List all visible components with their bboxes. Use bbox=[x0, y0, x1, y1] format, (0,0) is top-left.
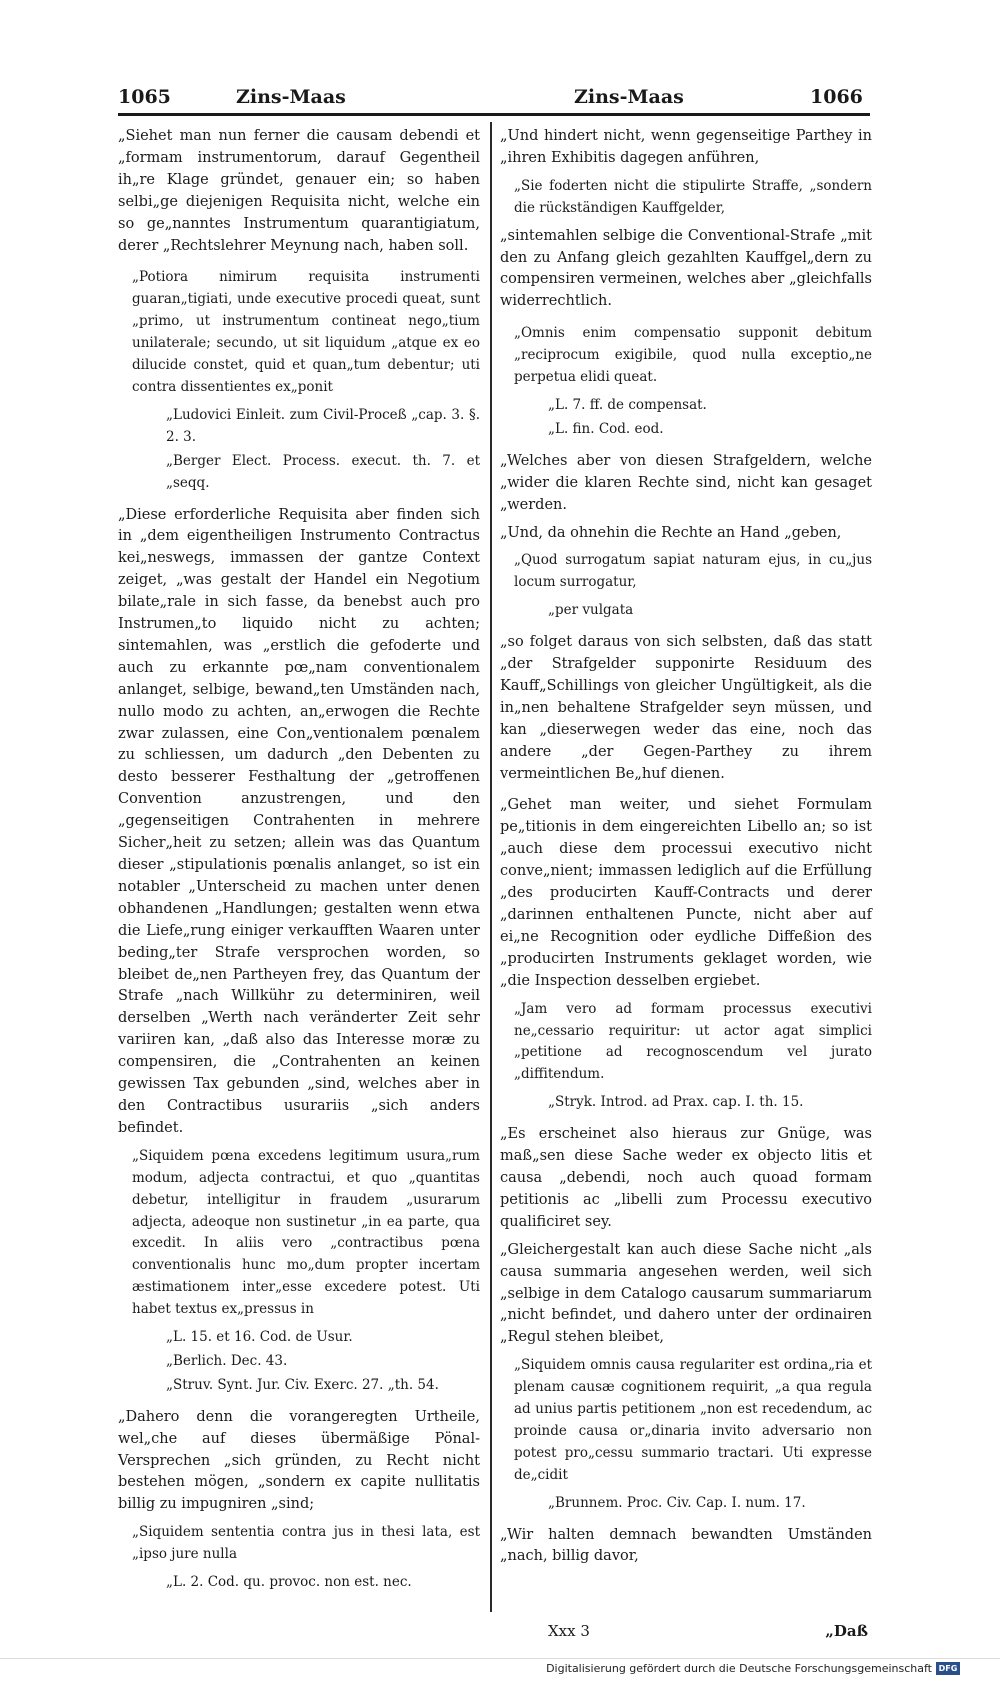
running-title-right: Zins-Maas bbox=[574, 86, 684, 108]
catchword: „Daß bbox=[825, 1622, 868, 1640]
latin-quote: „Siquidem omnis causa regulariter est ordina„ria et plenam causæ cognitionem requirit, „a qua regula ad unius partis petitionem „non est recedendum, ac proinde causa or„dinaria invito adversario non potest pro„cessu summario tractari. Uti expresse de„cidit bbox=[514, 1357, 872, 1483]
citation: „Berger Elect. Process. execut. th. 7. et „seqq. bbox=[166, 452, 480, 491]
latin-quote: „Siquidem sententia contra jus in thesi lata, est „ipso jure nulla bbox=[132, 1524, 480, 1563]
paragraph: „Dahero denn die vorangeregten Urtheile, wel„che auf dieses übermäßige Pönal-Versprechen „sich gründen, zu Recht nicht bestehen mögen, „sondern ex capite nullitatis billig zu impugniren „sind; bbox=[118, 1408, 480, 1513]
paragraph: „Diese erforderliche Requisita aber finden sich in „dem eigentheiligen Instrumento Contractus kei„neswegs, immassen der gantze Context zeiget, „was gestalt der Handel ein Negotium bilate„rale in sich fasse, da benebst auch pro Instrumen„to liquido nicht zu achten; sintemahlen, was „erstlich die gefoderte und auch zu erkannte pœ„nam conventionalem anlanget, selbige, bewand„ten Umständen nach, nullo modo zu achten, an„erwogen die Rechte zwar zulassen, eine Con„ventionalem pœnalem zu schliessen, um dadurch „den Debenten zu desto besserer Festhaltung der „getroffenen Convention anzustrengen, und den „gegenseitigen Contrahenten in mehrere Sicher„heit zu setzen; allein was das Quantum dieser „stipulationis pœnalis anlanget, so ist ein notabler „Unterscheid zu machen unter denen obhandenen „Handlungen; gestalten wenn etwa die Liefe„rung einiger verkaufften Waaren unter beding„ter Strafe versprochen worden, so bleibet de„nen Partheyen frey, das Quantum der Strafe „nach Willkühr zu determiniren, weil derselben „Werth nach veränderter Zeit sehr variiren kan, „daß also das Interesse moræ zu compensiren, die „Contrahenten an keinen gewissen Tax gebunden „sind, welches aber in den Contractibus usurariis „sich anders befindet. bbox=[118, 506, 480, 1136]
footer-separator bbox=[0, 1658, 1000, 1659]
paragraph: „sintemahlen selbige die Conventional-Strafe „mit den zu Anfang gleich gezahlten Kauffgel„dern zu compensiren vermeinen, welches aber „gleichfalls widerrechtlich. bbox=[500, 227, 872, 310]
paragraph: „Gehet man weiter, und siehet Formulam pe„titionis in dem eingereichten Libello an; so ist „auch diese dem processui executivo nicht conve„nient; immassen lediglich auf die Erfüllung „des producirten Kauff-Contracts und derer „darinnen enthaltenen Puncte, nicht aber auf ei„ne Recognition oder eydliche Diffeßion des „producirten Instruments geklaget worden, wie „die Inspection desselben ergiebet. bbox=[500, 797, 872, 989]
latin-quote: „Omnis enim compensatio supponit debitum „reciprocum exigibile, quod nulla exceptio„ne perpetua elidi queat. bbox=[514, 325, 872, 386]
paragraph: „Siehet man nun ferner die causam debendi et „formam instrumentorum, darauf Gegentheil ih„re Klage gründet, genauer ein; so haben selbi„ge diejenigen Requisita nicht, welche ein so ge„nanntes Instrumentum quarantigiatum, derer „Rechtslehrer Meynung nach, haben soll. bbox=[118, 128, 480, 254]
paragraph: „Und hindert nicht, wenn gegenseitige Parthey in „ihren Exhibitis dagegen anführen, bbox=[500, 128, 872, 166]
citation: „L. 15. et 16. Cod. de Usur. bbox=[166, 1329, 353, 1346]
column-divider bbox=[490, 122, 492, 1612]
citation: „Brunnem. Proc. Civ. Cap. I. num. 17. bbox=[548, 1494, 806, 1511]
page-foot-line bbox=[548, 1622, 868, 1646]
right-column bbox=[500, 126, 872, 1574]
citation: „L. fin. Cod. eod. bbox=[548, 420, 664, 437]
running-title-left: Zins-Maas bbox=[236, 86, 346, 108]
digitization-footer bbox=[546, 1662, 960, 1675]
quoted-claim: „Sie foderten nicht die stipulirte Straffe, „sondern die rückständigen Kauffgelder, bbox=[514, 177, 872, 216]
paragraph: „Welches aber von diesen Strafgeldern, welche „wider die klaren Rechte sind, nicht kan gesaget „werden. bbox=[500, 452, 872, 513]
signature-mark: Xxx 3 bbox=[548, 1622, 590, 1640]
citation: „per vulgata bbox=[548, 602, 634, 619]
latin-quote: „Potiora nimirum requisita instrumenti guaran„tigiati, unde executive procedi queat, sunt „primo, ut instrumentum contineat nego„tium unilaterale; secundo, ut sit liquidum „atque ex eo dilucide constet, quid et quan„tum debentur; uti contra dissentientes ex„ponit bbox=[132, 269, 480, 395]
dfg-logo-icon: DFG bbox=[936, 1662, 960, 1675]
citation: „Ludovici Einleit. zum Civil-Proceß „cap. 3. §. 2. 3. bbox=[166, 406, 480, 445]
citation: „L. 7. ff. de compensat. bbox=[548, 396, 707, 413]
paragraph: „Und, da ohnehin die Rechte an Hand „geben, bbox=[500, 524, 842, 541]
paragraph: „Wir halten demnach bewandten Umständen „nach, billig davor, bbox=[500, 1526, 872, 1565]
citation: „L. 2. Cod. qu. provoc. non est. nec. bbox=[166, 1574, 412, 1591]
latin-quote: „Jam vero ad formam processus executivi ne„cessario requiritur: ut actor agat simplici „petitione ad recognoscendum vel jurato „diffitendum. bbox=[514, 1000, 872, 1083]
citation: „Berlich. Dec. 43. bbox=[166, 1352, 288, 1369]
page-number-left: 1065 bbox=[118, 86, 171, 108]
running-header bbox=[118, 80, 882, 114]
latin-quote: „Quod surrogatum sapiat naturam ejus, in cu„jus locum surrogatur, bbox=[514, 552, 872, 591]
paragraph: „Gleichergestalt kan auch diese Sache nicht „als causa summaria angesehen werden, weil sich „selbige in dem Catalogo causarum summariarum „nicht befindet, und dahero unter der ordinairen „Regul stehen bleibet, bbox=[500, 1241, 872, 1346]
paragraph: „Es erscheinet also hieraus zur Gnüge, was maß„sen diese Sache weder ex objecto litis et causa „debendi, noch auch quoad formam petitionis ac „libelli zum Processu executivo qualificiret sey. bbox=[500, 1126, 872, 1230]
footer-credit: Digitalisierung gefördert durch die Deutsche Forschungsgemeinschaft bbox=[546, 1662, 932, 1675]
latin-quote: „Siquidem pœna excedens legitimum usura„rum modum, adjecta contractui, et quo „quantitas debetur, intelligitur in fraudem „usurarum adjecta, adeoque non sustinetur „in ea parte, qua excedit. In aliis vero „contractibus pœna conventionalis hunc mo„dum propter incertam æstimationem inter„esse excedere potest. Uti habet textus ex„pressus in bbox=[132, 1147, 480, 1318]
left-column bbox=[118, 126, 480, 1596]
page-number-right: 1066 bbox=[810, 86, 863, 108]
citation: „Stryk. Introd. ad Prax. cap. I. th. 15. bbox=[548, 1094, 804, 1111]
citation: „Struv. Synt. Jur. Civ. Exerc. 27. „th. 54. bbox=[166, 1376, 439, 1393]
header-rule bbox=[118, 113, 870, 116]
paragraph: „so folget daraus von sich selbsten, daß das statt „der Strafgelder supponirte Residuum des Kauff„Schillings von gleicher Ungültigkeit, als die in„nen behaltene Strafgelder seyn müssen, und kan „dieserwegen weder das eine, noch das andere „der Gegen-Parthey zu ihrem vermeintlichen Be„huf dienen. bbox=[500, 634, 872, 782]
